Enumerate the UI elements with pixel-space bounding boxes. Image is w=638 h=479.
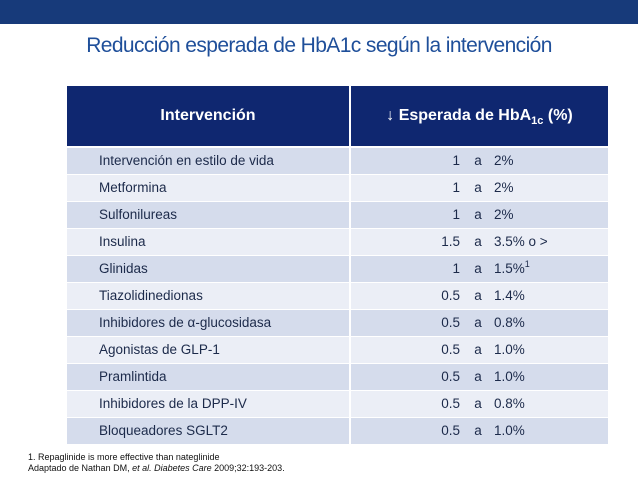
footnote-marker: 1	[524, 259, 530, 269]
intervention-name: Bloqueadores SGLT2	[99, 423, 228, 438]
column-divider	[349, 310, 351, 336]
reduction-to-value: 1.0%	[494, 369, 525, 384]
range-connector: a	[474, 369, 482, 384]
reduction-to	[494, 418, 525, 444]
reduction-to	[494, 229, 548, 255]
intervention-name: Sulfonilureas	[99, 207, 178, 222]
header-intervention: Intervención	[160, 107, 256, 124]
intervention-name: Tiazolidinedionas	[99, 288, 203, 303]
reduction-from: 0.5	[441, 396, 460, 411]
intervention-name: Intervención en estilo de vida	[99, 153, 274, 168]
source-italic: et al. Diabetes Care	[132, 463, 212, 473]
header-unit: (%)	[547, 107, 573, 124]
reduction-to	[494, 283, 525, 309]
footnote-source	[28, 463, 285, 474]
table-row	[67, 337, 608, 363]
source-prefix: Adaptado de Nathan DM,	[28, 463, 133, 473]
reduction-to-value: 1.0%	[494, 423, 525, 438]
intervention-name: Metformina	[99, 180, 167, 195]
reduction-from: 0.5	[441, 315, 460, 330]
column-divider	[349, 364, 351, 390]
hba1c-table	[67, 86, 608, 445]
reduction-to-value: 1.4%	[494, 288, 525, 303]
column-divider	[349, 391, 351, 417]
reduction-to-value: 0.8%	[494, 396, 525, 411]
reduction-from: 1	[452, 207, 460, 222]
column-divider	[349, 283, 351, 309]
reduction-to	[494, 175, 514, 201]
intervention-name: Pramlintida	[99, 369, 167, 384]
reduction-to	[494, 256, 530, 282]
header-subscript: 1c	[531, 115, 544, 127]
top-banner	[0, 0, 638, 24]
reduction-to	[494, 310, 525, 336]
range-connector: a	[474, 423, 482, 438]
reduction-to	[494, 391, 525, 417]
footnote-1: 1. Repaglinide is more effective than nateglinide	[28, 452, 220, 462]
header-expected-hba1c	[351, 86, 608, 146]
range-connector: a	[474, 396, 482, 411]
footnotes	[28, 452, 285, 474]
reduction-to-value: 2%	[494, 153, 514, 168]
reduction-to-value: 1.0%	[494, 342, 525, 357]
reduction-to-value: 2%	[494, 180, 514, 195]
table-header	[67, 86, 608, 146]
table-row	[67, 148, 608, 174]
column-divider	[349, 175, 351, 201]
source-suffix: 2009;32:193-203.	[211, 463, 285, 473]
table-row	[67, 229, 608, 255]
table-row	[67, 310, 608, 336]
range-connector: a	[474, 342, 482, 357]
header-expected-text: Esperada de HbA	[398, 107, 532, 124]
range-connector: a	[474, 153, 482, 168]
table-row	[67, 256, 608, 282]
column-divider	[349, 337, 351, 363]
column-divider	[349, 148, 351, 174]
intervention-name: Inhibidores de α-glucosidasa	[99, 315, 272, 330]
reduction-from: 0.5	[441, 288, 460, 303]
range-connector: a	[474, 207, 482, 222]
table-row	[67, 418, 608, 444]
table-row	[67, 175, 608, 201]
column-divider	[349, 256, 351, 282]
range-connector: a	[474, 234, 482, 249]
table-row	[67, 364, 608, 390]
reduction-from: 0.5	[441, 342, 460, 357]
intervention-name: Glinidas	[99, 261, 148, 276]
reduction-to	[494, 202, 514, 228]
table-row	[67, 391, 608, 417]
reduction-to	[494, 148, 514, 174]
reduction-from: 0.5	[441, 423, 460, 438]
reduction-to	[494, 337, 525, 363]
range-connector: a	[474, 288, 482, 303]
reduction-from: 1	[452, 261, 460, 276]
reduction-to	[494, 364, 525, 390]
reduction-from: 1	[452, 180, 460, 195]
column-divider	[349, 418, 351, 444]
reduction-to-value: 2%	[494, 207, 514, 222]
table-row	[67, 202, 608, 228]
slide-title: Reducción esperada de HbA1c según la intervención	[86, 34, 552, 57]
range-connector: a	[474, 261, 482, 276]
intervention-name: Inhibidores de la DPP-IV	[99, 396, 247, 411]
intervention-name: Insulina	[99, 234, 146, 249]
reduction-from: 1	[452, 153, 460, 168]
column-divider	[349, 229, 351, 255]
down-arrow-icon: ↓	[386, 107, 395, 124]
reduction-from: 0.5	[441, 369, 460, 384]
range-connector: a	[474, 315, 482, 330]
table-row	[67, 283, 608, 309]
intervention-name: Agonistas de GLP-1	[99, 342, 220, 357]
column-divider	[349, 202, 351, 228]
reduction-to-value: 0.8%	[494, 315, 525, 330]
table-body	[67, 148, 608, 444]
reduction-to-value: 3.5% o >	[494, 234, 548, 249]
reduction-from: 1.5	[441, 234, 460, 249]
range-connector: a	[474, 180, 482, 195]
reduction-to-value: 1.5%	[494, 261, 525, 276]
